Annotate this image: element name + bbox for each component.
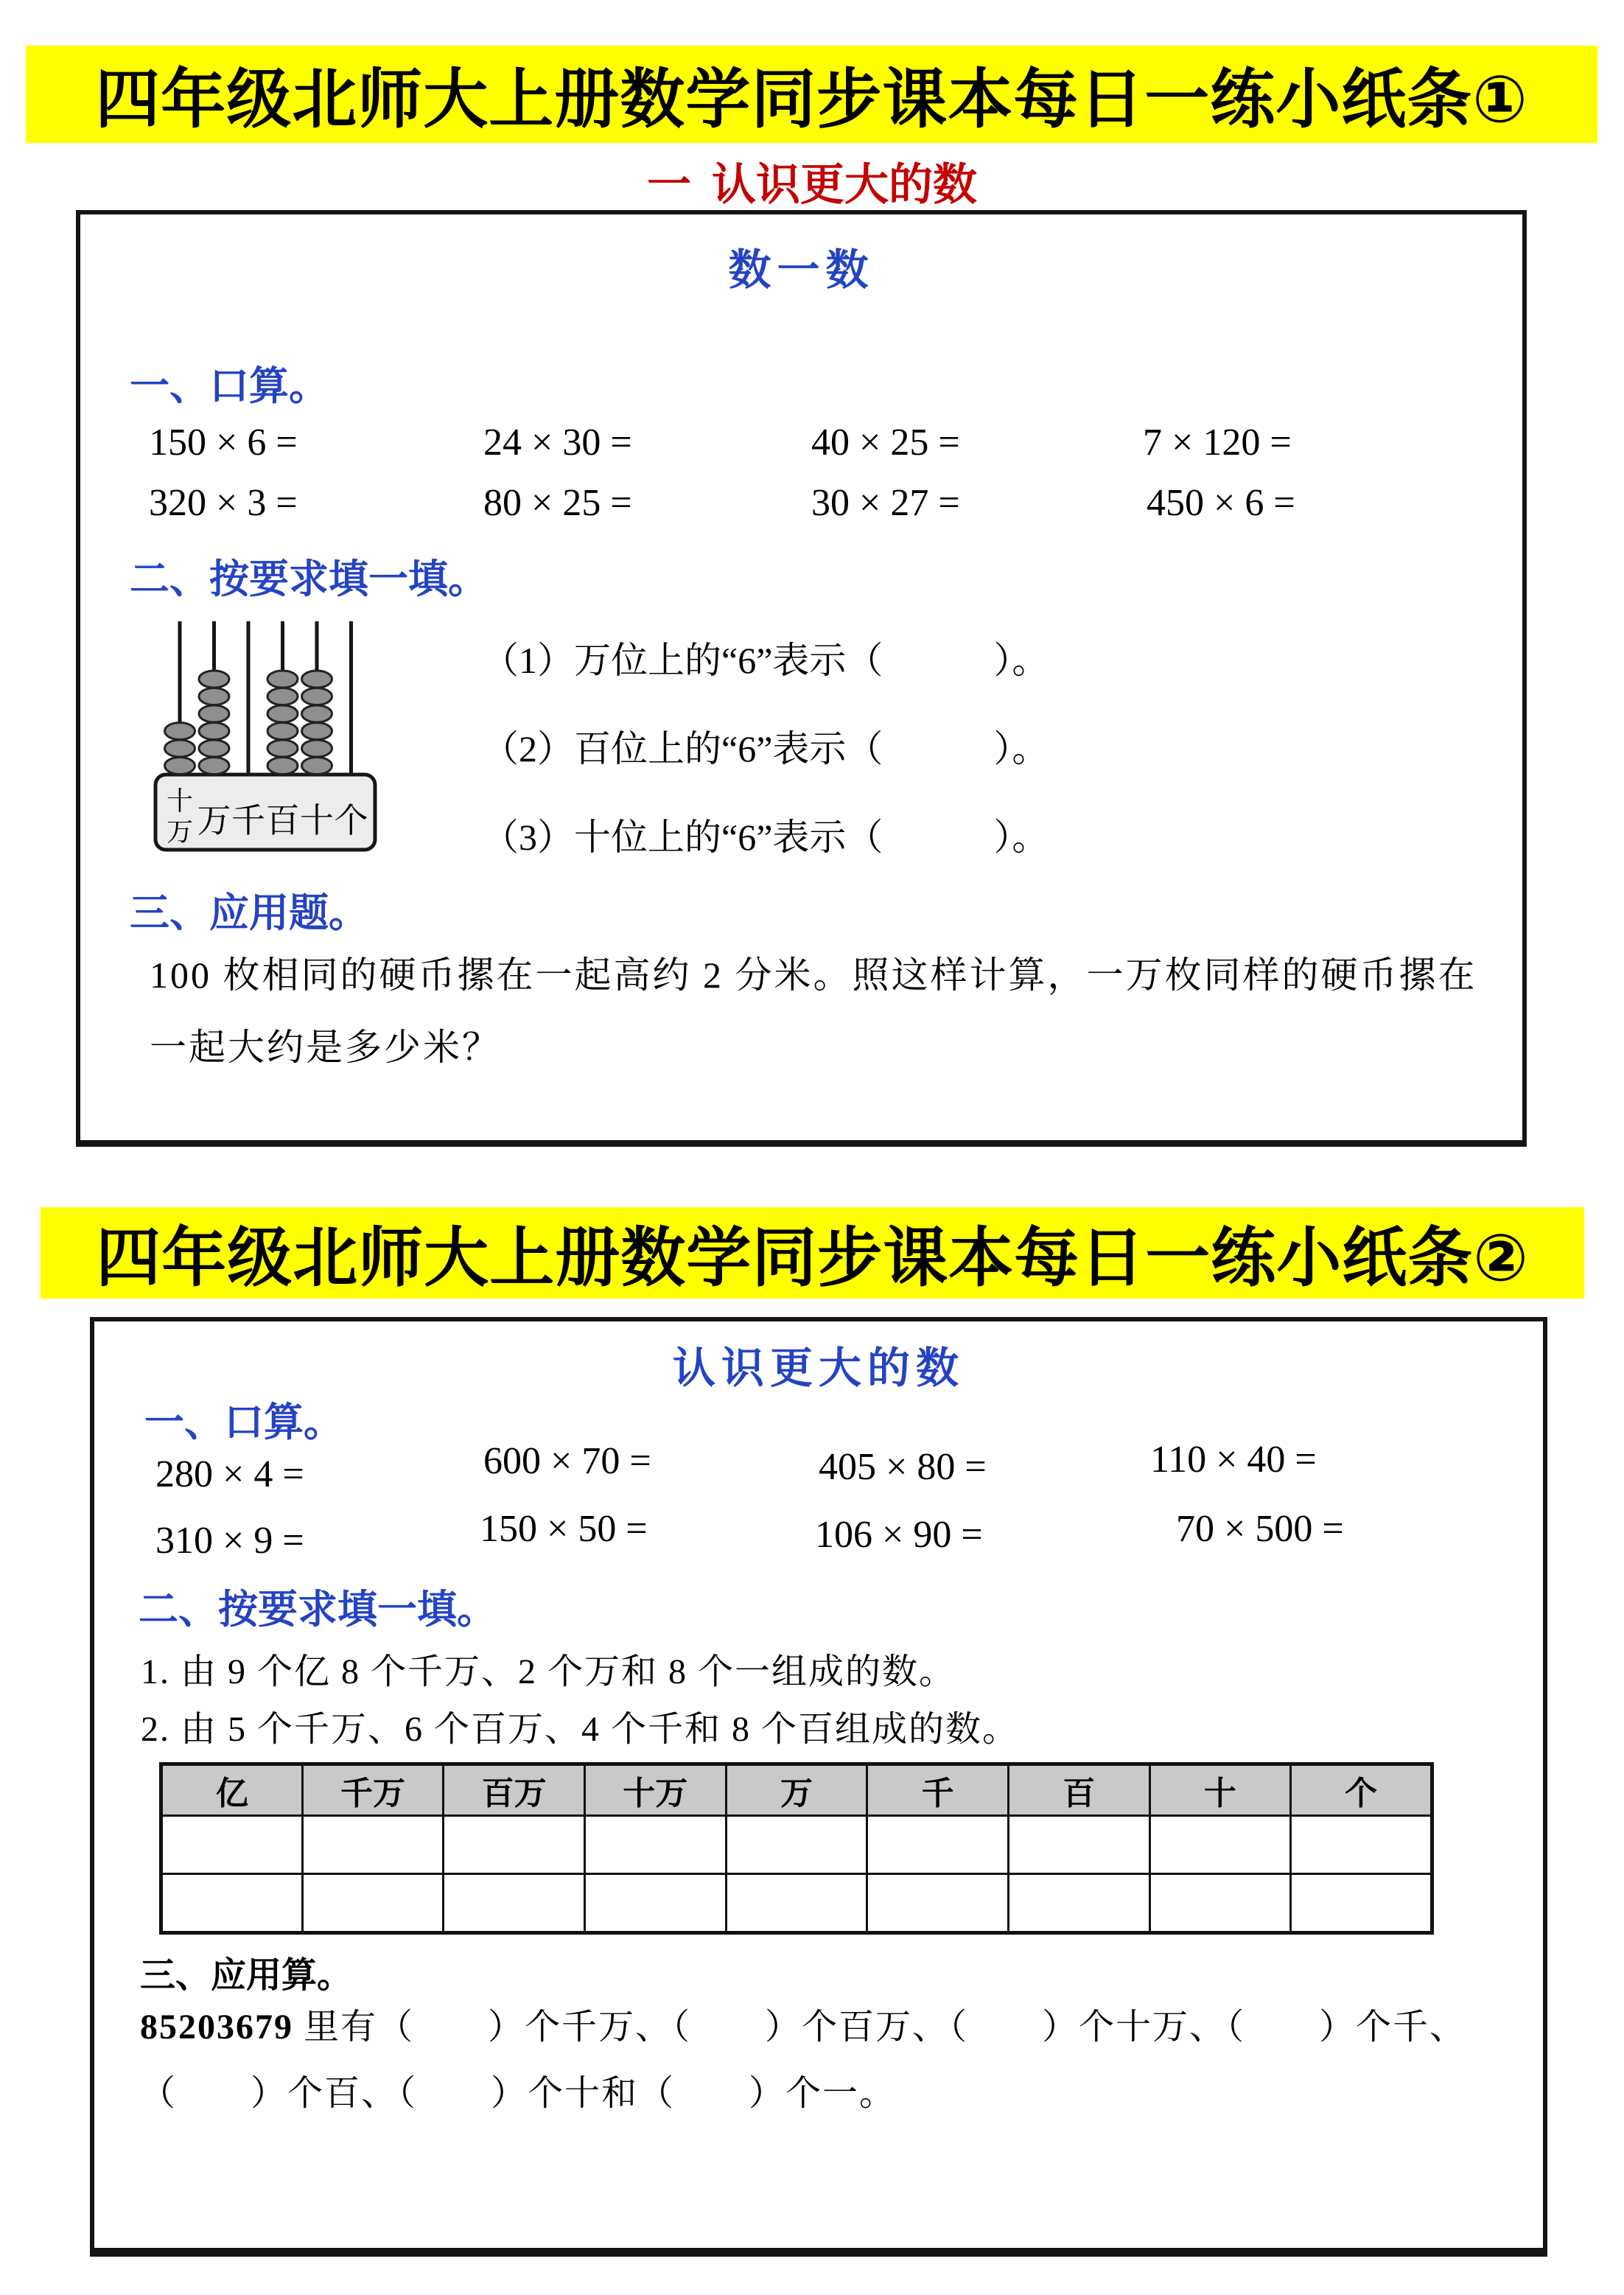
apply-line: （ ）个百、（ ）个十和（ ）个一。: [140, 2074, 897, 2113]
oral-problem: 320 × 3 =: [149, 482, 298, 524]
place-table-cell: [161, 1874, 303, 1933]
place-table-cell: [1291, 1816, 1432, 1874]
place-table-header: 亿: [161, 1764, 303, 1816]
svg-text:个: 个: [334, 802, 368, 839]
word-problem-line: 100 枚相同的硬币摞在一起高约 2 分米。照这样计算，一万枚同样的硬币摞在: [150, 954, 1477, 996]
oral-problem: 7 × 120 =: [1143, 422, 1292, 464]
place-table-header: 万: [726, 1764, 867, 1816]
sheet1-box-title: 数一数: [728, 246, 875, 294]
sheet1-banner: [26, 46, 1597, 143]
sheet2-box: [90, 1317, 1547, 2257]
oral-problem: 450 × 6 =: [1147, 482, 1295, 524]
fill-question: （3）十位上的“6”表示（ ）。: [482, 817, 1049, 858]
oral-problem: 106 × 90 =: [815, 1514, 983, 1556]
place-table-cell: [302, 1874, 444, 1933]
place-table-cell: [444, 1816, 585, 1874]
sheet2-oral-heading: 一、口算。: [144, 1400, 343, 1445]
place-table-cell: [867, 1874, 1009, 1933]
oral-problem: 80 × 25 =: [483, 482, 632, 524]
place-table-cell: [302, 1816, 444, 1874]
place-table-header: 个: [1291, 1764, 1432, 1816]
sheet1-box: [76, 210, 1527, 1147]
sheet2-box-title: 认识更大的数: [672, 1344, 965, 1392]
sheet1-word-heading: 三、应用题。: [130, 891, 368, 935]
sheet1-fill-heading: 二、按要求填一填。: [130, 557, 488, 601]
oral-problem: 280 × 4 =: [155, 1453, 304, 1495]
apply-number: 85203679: [140, 2008, 293, 2047]
word-problem-line: 一起大约是多少米？: [150, 1027, 501, 1068]
apply-line: [140, 1998, 1466, 2049]
place-table-cell: [867, 1816, 1009, 1874]
oral-problem: 30 × 27 =: [811, 482, 960, 524]
svg-text:十: 十: [300, 802, 334, 839]
place-table-cell: [726, 1816, 867, 1874]
place-table-header: 千: [867, 1764, 1009, 1816]
fill-question: （1）万位上的“6”表示（ ）。: [482, 640, 1049, 681]
compose-item: 2. 由 5 个千万、6 个百万、4 个千和 8 个百组成的数。: [141, 1710, 1020, 1749]
svg-text:百: 百: [265, 802, 300, 839]
place-table-header: 千万: [302, 1764, 444, 1816]
fill-question: （2）百位上的“6”表示（ ）。: [482, 728, 1049, 769]
place-table-cell: [584, 1874, 726, 1933]
compose-item: 1. 由 9 个亿 8 个千万、2 个万和 8 个一组成的数。: [141, 1652, 956, 1691]
place-table-header: 百: [1008, 1764, 1149, 1816]
apply-line-rest: 里有（ ）个千万、（ ）个百万、（ ）个十万、（ ）个千、: [293, 2008, 1467, 2047]
sheet2-banner-title: 四年级北师大上册数学同步课本每日一练小纸条②: [96, 1221, 1529, 1294]
oral-problem: 150 × 50 =: [480, 1508, 648, 1550]
place-table-row: [161, 1874, 1432, 1933]
sheet1-oral-heading: 一、口算。: [130, 364, 329, 408]
abacus-icon: [141, 620, 391, 885]
svg-text:千: 千: [231, 802, 265, 839]
place-table-cell: [1149, 1874, 1291, 1933]
sheet1-banner-title: 四年级北师大上册数学同步课本每日一练小纸条①: [95, 63, 1528, 136]
oral-problem: 24 × 30 =: [483, 422, 632, 464]
oral-problem: 150 × 6 =: [149, 422, 298, 464]
place-table-cell: [726, 1874, 867, 1933]
place-table-cell: [584, 1816, 726, 1874]
place-table-header: 百万: [444, 1764, 585, 1816]
svg-text:万: 万: [197, 802, 231, 839]
place-table-cell: [1008, 1816, 1149, 1874]
svg-text:万: 万: [166, 817, 194, 847]
chapter-number: 一: [647, 160, 691, 209]
abacus-figure: [141, 620, 391, 885]
oral-problem: 600 × 70 =: [483, 1440, 651, 1482]
svg-text:十: 十: [166, 786, 194, 816]
place-value-table: [159, 1762, 1434, 1935]
place-table-row: [161, 1816, 1432, 1874]
place-table-cell: [1291, 1874, 1432, 1933]
place-table-header: 十万: [584, 1764, 726, 1816]
oral-problem: 110 × 40 =: [1150, 1439, 1317, 1481]
place-table-cell: [444, 1874, 585, 1933]
place-table-cell: [1149, 1816, 1291, 1874]
sheet2-banner: [41, 1207, 1584, 1299]
oral-problem: 310 × 9 =: [155, 1520, 304, 1562]
sheet1-chapter-line: [0, 150, 1624, 213]
oral-problem: 405 × 80 =: [819, 1446, 987, 1488]
place-table-header-row: [161, 1764, 1432, 1816]
oral-problem: 40 × 25 =: [811, 422, 960, 464]
chapter-title: 认识更大的数: [712, 160, 977, 209]
place-table-cell: [1008, 1874, 1149, 1933]
place-table-cell: [161, 1816, 303, 1874]
sheet2-fill-heading: 二、按要求填一填。: [139, 1587, 497, 1632]
place-table-header: 十: [1149, 1764, 1291, 1816]
sheet2-apply-heading: 三、应用算。: [140, 1956, 353, 1995]
oral-problem: 70 × 500 =: [1176, 1508, 1344, 1550]
